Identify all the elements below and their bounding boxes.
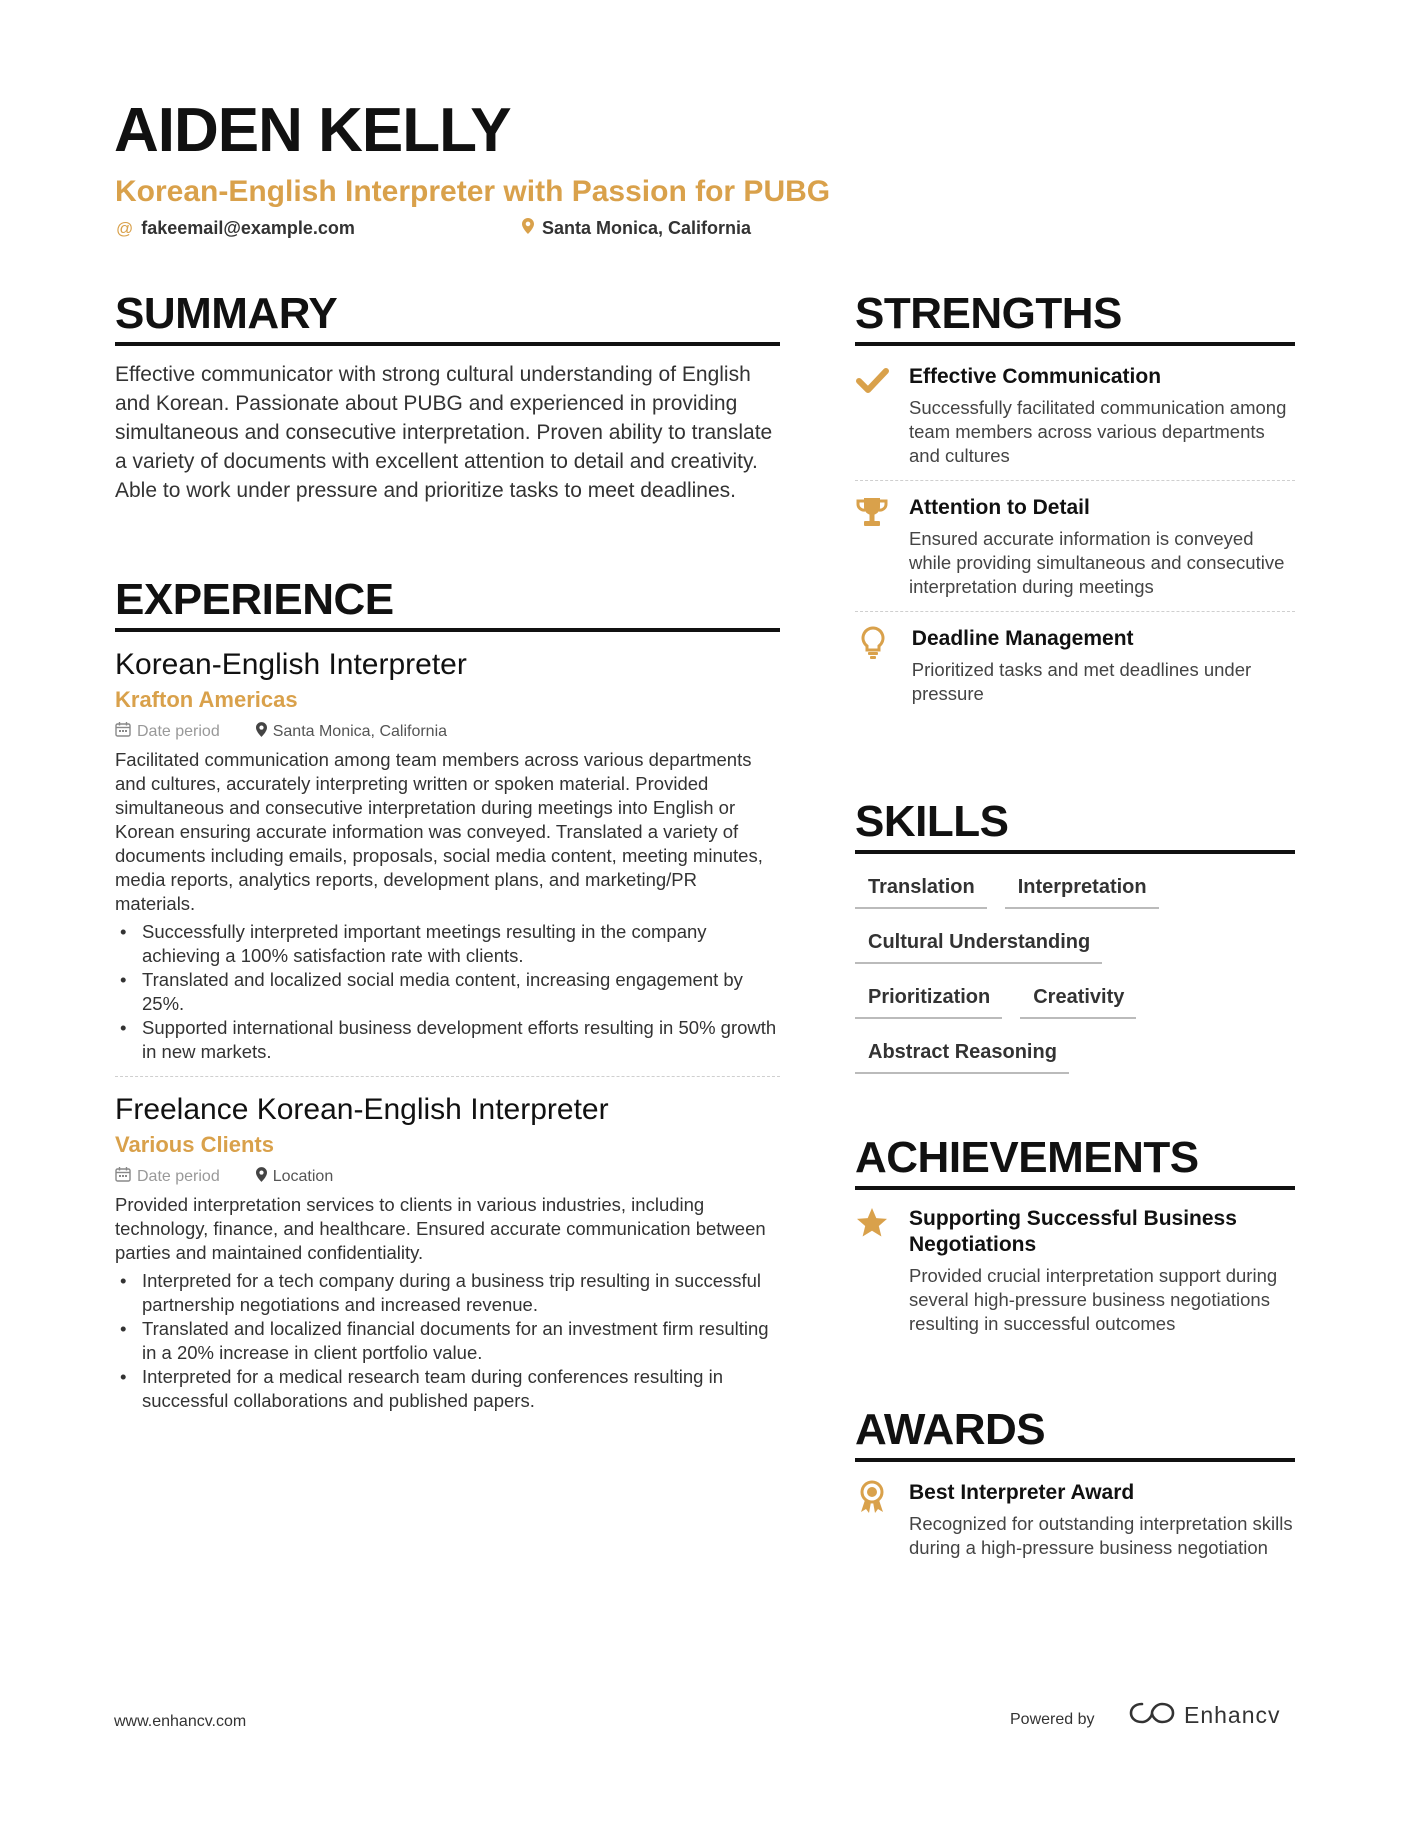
contact-location: [522, 218, 751, 239]
award-title: Best Interpreter Award: [909, 1481, 1135, 1504]
job-description: Provided interpretation services to clients in various industries, including technology, finance, and healthcare. Ensured accurate communication between parties and maintained confidentiality.: [115, 1194, 766, 1263]
email-text: fakeemail@example.com: [141, 218, 355, 238]
enhancv-logo[interactable]: [1128, 1700, 1281, 1731]
enhancv-logo-icon: [1128, 1700, 1176, 1731]
checkmark-icon: [855, 364, 889, 468]
award-item: [855, 1462, 1295, 1572]
strengths-section: [855, 289, 1295, 718]
skill-tag: Abstract Reasoning: [855, 1033, 1069, 1074]
star-icon: [855, 1206, 889, 1336]
strength-title: Attention to Detail: [909, 496, 1090, 519]
divider: [115, 1076, 780, 1077]
job-location: Santa Monica, California: [272, 722, 448, 740]
skill-tag: Creativity: [1020, 978, 1136, 1019]
lightbulb-icon: [855, 626, 892, 706]
experience-section: [115, 575, 780, 1413]
achievements-title: ACHIEVEMENTS: [855, 1136, 1295, 1190]
trophy-icon: [855, 495, 889, 599]
experience-title: EXPERIENCE: [115, 578, 780, 632]
summary-title: SUMMARY: [115, 292, 780, 346]
enhancv-brand-text: Enhancv: [1184, 1702, 1281, 1728]
job-bullet: • Interpreted for a tech company during a business trip resulting in successful partnership negotiations and increased revenue.: [115, 1269, 780, 1317]
job-bullet: • Translated and localized financial documents for an investment firm resulting in a 20% increase in client portfolio value.: [115, 1317, 780, 1365]
skill-tag: Cultural Understanding: [855, 923, 1102, 964]
job-meta: [115, 1166, 780, 1187]
at-sign-icon: @: [116, 218, 134, 238]
skills-title: SKILLS: [855, 800, 1295, 854]
job-company: Various Clients: [115, 1132, 274, 1157]
strength-desc: Successfully facilitated communication among team members across various departments and cultures: [909, 397, 1287, 466]
summary-text: Effective communicator with strong cultural understanding of English and Korean. Passionate about PUBG and experienced in providing simultaneous and consecutive interpretation. Proven ability to translate a variety of documents with excellent attention to detail and creativity. Able to work under pressure and prioritize tasks to meet deadlines.: [115, 363, 773, 502]
job-bullets: [115, 920, 780, 1064]
location-text: Santa Monica, California: [542, 218, 752, 238]
job-title: Korean-English Interpreter: [115, 648, 467, 681]
location-pin-icon: [522, 218, 534, 239]
skills-list: [855, 868, 1295, 1074]
experience-entry: [115, 648, 780, 1064]
awards-title: AWARDS: [855, 1408, 1295, 1462]
job-bullet: • Successfully interpreted important meetings resulting in the company achieving a 100% satisfaction rate with clients.: [115, 920, 780, 968]
skill-tag: Prioritization: [855, 978, 1002, 1019]
achievement-item: [855, 1190, 1295, 1348]
job-bullet: • Supported international business development efforts resulting in 50% growth in new markets.: [115, 1016, 780, 1064]
job-meta: [115, 721, 780, 742]
job-location: Location: [272, 1167, 334, 1185]
award-desc: Recognized for outstanding interpretation skills during a high-pressure business negotiation: [909, 1513, 1293, 1558]
footer-url[interactable]: www.enhancv.com: [114, 1713, 247, 1730]
skills-section: [855, 797, 1295, 1074]
experience-entry: [115, 1093, 780, 1413]
strength-item: [855, 346, 1295, 480]
candidate-headline: Korean-English Interpreter with Passion for PUBG: [115, 175, 831, 208]
skill-tag: Interpretation: [1005, 868, 1159, 909]
strength-item: [855, 612, 1295, 718]
calendar-icon: [115, 721, 131, 742]
job-description: Facilitated communication among team members across various departments and cultures, accurately interpreting written or spoken material. Provided simultaneous and consecutive interpretation during meetings into English or Korean ensuring accurate information was conveyed. Translated a variety of documents including emails, proposals, social media content, meeting minutes, media reports, analytics reports, development plans, and marketing/PR materials.: [115, 749, 763, 914]
location-pin-icon: [256, 722, 267, 742]
job-company: Krafton Americas: [115, 687, 298, 712]
location-pin-icon: [256, 1167, 267, 1187]
job-date: Date period: [137, 1167, 220, 1185]
job-bullet: • Translated and localized social media content, increasing engagement by 25%.: [115, 968, 780, 1016]
achievement-desc: Provided crucial interpretation support during several high-pressure business negotiations resulting in successful outcomes: [909, 1265, 1278, 1334]
job-bullet: • Interpreted for a medical research team during conferences resulting in successful collaborations and published papers.: [115, 1365, 780, 1413]
calendar-icon: [115, 1166, 131, 1187]
achievements-section: [855, 1133, 1295, 1348]
strength-item: [855, 481, 1295, 611]
job-bullets: [115, 1269, 780, 1413]
skill-tag: Translation: [855, 868, 987, 909]
award-medal-icon: [855, 1480, 889, 1560]
awards-section: [855, 1405, 1295, 1572]
candidate-name: AIDEN KELLY: [114, 96, 511, 165]
summary-section: [115, 289, 780, 505]
strengths-title: STRENGTHS: [855, 292, 1295, 346]
strength-desc: Prioritized tasks and met deadlines under pressure: [911, 659, 1252, 704]
job-title: Freelance Korean-English Interpreter: [115, 1093, 609, 1126]
contact-email[interactable]: [116, 218, 355, 239]
job-date: Date period: [137, 722, 220, 740]
strength-title: Effective Communication: [909, 365, 1162, 388]
strength-desc: Ensured accurate information is conveyed while providing simultaneous and consecutive interpretation during meetings: [909, 528, 1285, 597]
footer-powered-by: Powered by: [1010, 1711, 1095, 1728]
strength-title: Deadline Management: [911, 627, 1134, 650]
achievement-title: Supporting Successful Business Negotiations: [909, 1207, 1237, 1256]
